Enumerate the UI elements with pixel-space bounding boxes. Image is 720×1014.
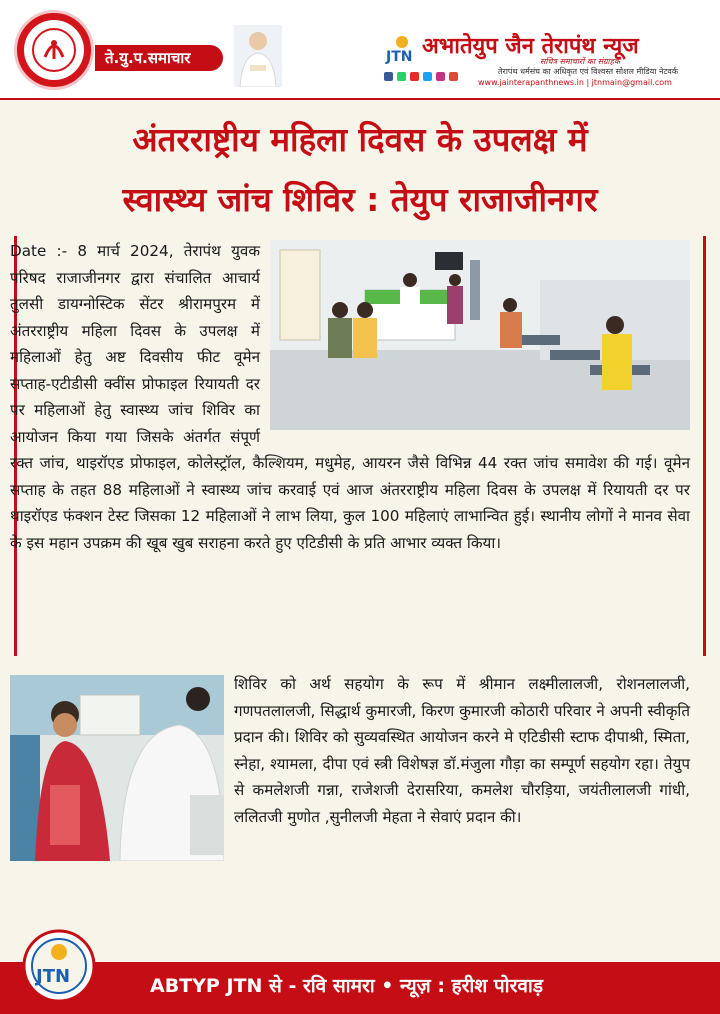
brand-description: तेरापंथ धर्मसंघ का अधिकृत एवं विश्वस्त सोशल मीडिया नेटवर्क [498,67,679,76]
jtn-badge-label: JTN [36,966,71,987]
instagram-icon[interactable] [436,72,445,81]
facebook-icon[interactable] [384,72,393,81]
brand-subtitle: सचित्र समाचारों का संग्राहक [540,57,620,66]
jtn-badge-icon [22,926,96,1006]
article-paragraph-2: शिविर को अर्थ सहयोग के रूप में श्रीमान लक्ष्मीलालजी, रोशनलालजी, गणपतलालजी, सिद्धार्थ कुमारजी, किरण कुमारजी कोठारी परिवार ने अपनी स्वीकृति प्रदान की। शिविर को सुव्यवस्थित आयोजन करने मे एटिडीसी स्टाफ दीपाश्री, स्मिता, स्नेहा, श्यामला, दीपा एवं स्त्री विशेषज्ञ डॉ.मंजुला गौड़ा का सम्पूर्ण सहयोग रहा। तेयुप से कमलेशजी गन्ना, राजेशजी देरासरिया, कमलेश चौरड़िया, जयंतीलालजी गांधी, ललितजी मुणोत ,सुनीलजी मेहता ने सेवाएं प्रदान की। [234,675,690,826]
headline-line-2: स्वास्थ्य जांच शिविर : तेयुप राजाजीनगर [122,180,598,219]
article-block-2 [10,671,690,865]
guru-portrait-image [234,25,282,87]
clinic-waiting-room-photo [270,240,690,430]
whatsapp-icon[interactable] [397,72,406,81]
article-paragraph-1: Date :- 8 मार्च 2024, तेरापंथ युवक परिषद राजाजीनगर द्वारा संचालित आचार्य तुलसी डायग्नोस्टिक सेंटर श्रीरामपुरम में अंतरराष्ट्रीय महिला दिवस के उपलक्ष में महिलाओं हेतु अष्ट दिवसीय फीट वूमेन सप्ताह-एटीडीसी क्वींस प्रोफाइल रियायती दर पर महिलाओं हेतु स्वास्थ्य जांच शिविर का आयोजन किया गया जिसके अंतर्गत संपूर्ण रक्त जांच, थाइरॉएड प्रोफाइल, कोलेस्ट्रॉल, कैल्शियम, मधुमेह, आयरन जैसे विभिन्न 44 रक्त जांच समावेश की गई। वूमेन सप्ताह के तहत 88 महिलाओं ने स्वास्थ्य जांच करवाई एवं आज अंतरराष्ट्रीय महिला दिवस के उपलक्ष में रियायती दर पर थाइरॉएड फंक्शन टेस्ट जिसका 12 महिलाओं ने लाभ लिया, कुल 100 महिलाएं लाभान्वित हुई। स्थानीय लोगों ने मानव सेवा के इस महान उपक्रम की खूब खुब सराहना करते हुए एटिडीसी के प्रति आभार व्यक्त किया। [10,242,690,552]
brand-title: अभातेयुप जैन तेरापंथ न्यूज [422,33,639,59]
blood-test-photo [10,675,224,861]
social-icons [384,72,458,81]
article-block-1 [10,238,690,556]
google-plus-icon[interactable] [449,72,458,81]
headline [0,110,720,230]
headline-line-1: अंतरराष्ट्रीय महिला दिवस के उपलक्ष में [132,120,588,159]
samachar-tag: ते.यु.प.समाचार [95,45,223,71]
jtn-logo-icon [384,34,420,64]
header-banner [0,0,720,100]
twitter-icon[interactable] [423,72,432,81]
youtube-icon[interactable] [410,72,419,81]
svg-text:JTN: JTN [386,49,413,64]
footer-credit: ABTYP JTN से - रवि सामरा • न्यूज़ : हरीश पोरवाड़ [150,975,544,997]
teyup-logo-icon [14,10,94,90]
brand-website[interactable]: www.jainterapanthnews.in | jtnmain@gmail.com [478,78,672,87]
